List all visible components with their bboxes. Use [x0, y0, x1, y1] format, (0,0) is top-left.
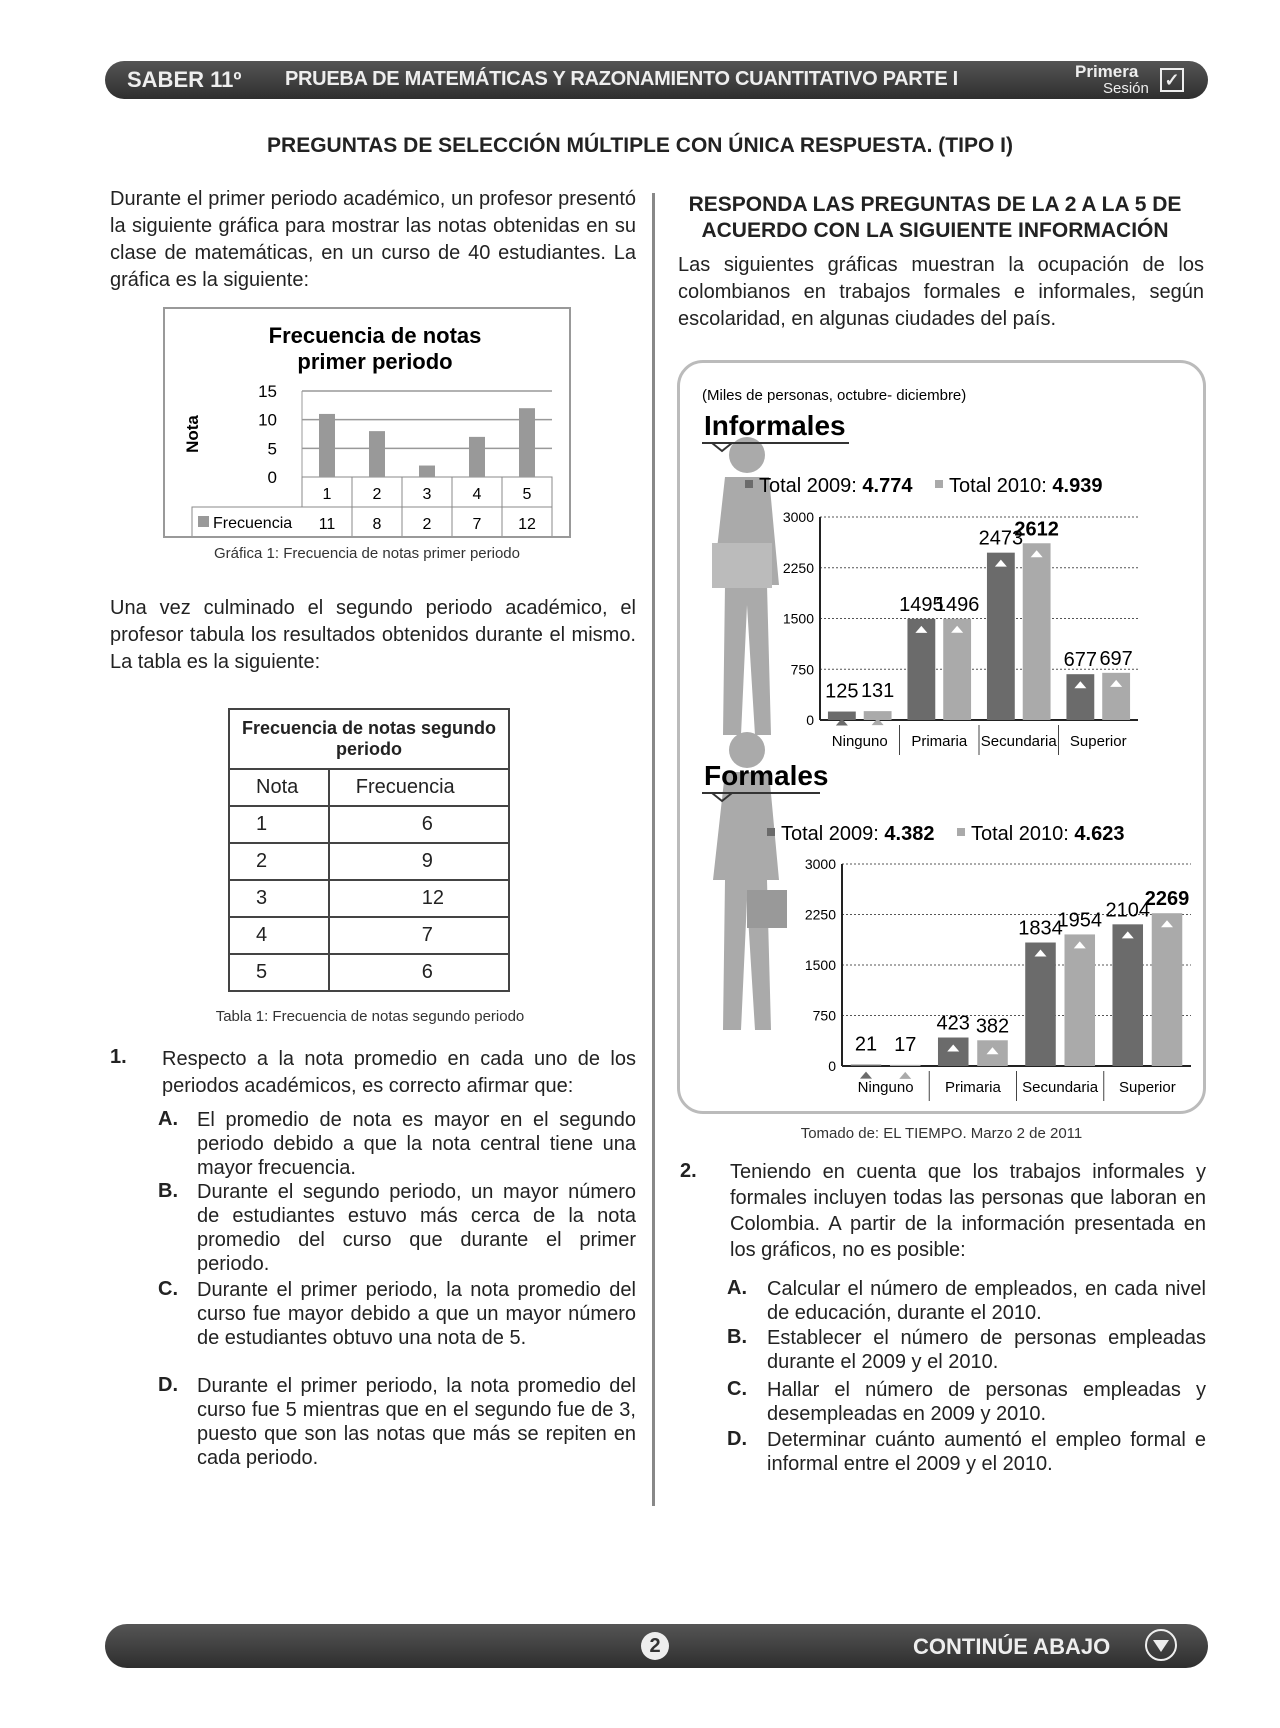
- legend-swatch: [198, 516, 209, 527]
- legend-total: 4.939: [1052, 475, 1103, 497]
- table-header: Frecuencia: [329, 769, 509, 806]
- y-tick-label: 5: [267, 439, 277, 459]
- data-label: 11: [318, 516, 336, 533]
- chart1-caption: Gráfica 1: Frecuencia de notas primer periodo: [214, 545, 520, 562]
- legend-swatch: [767, 828, 775, 836]
- x-tick-label: Superior: [1069, 733, 1127, 750]
- session-sublabel: Sesión: [1103, 80, 1149, 97]
- legend-swatch: [745, 480, 753, 488]
- bar: [1152, 913, 1183, 1066]
- chart-title: Informales: [704, 410, 846, 441]
- option-letter[interactable]: A.: [158, 1108, 178, 1130]
- bar: [469, 437, 485, 477]
- increase-arrow-icon: [860, 1072, 872, 1079]
- option-text[interactable]: Determinar cuánto aumentó el empleo formal e informal entre el 2009 y el 2010.: [767, 1429, 1206, 1475]
- y-tick-label: 0: [828, 1058, 836, 1074]
- x-tick-label: Secundaria: [980, 733, 1057, 750]
- option-text[interactable]: Durante el primer periodo, la nota promedio del curso fue 5 mientras que en el segundo fue de 3, puesto que son las notas que más se repiten en cada periodo.: [197, 1375, 636, 1469]
- table-cell: 4: [229, 917, 329, 954]
- continue-label: CONTINÚE ABAJO: [913, 1634, 1111, 1659]
- table-header: Nota: [229, 769, 329, 806]
- table-cell: 5: [229, 954, 329, 991]
- source-note: Tomado de: EL TIEMPO. Marzo 2 de 2011: [800, 1125, 1083, 1142]
- y-tick-label: 750: [812, 1007, 836, 1024]
- y-tick-label: 0: [806, 712, 814, 728]
- legend-label: Total 2010:: [971, 823, 1069, 845]
- bar: [369, 431, 385, 477]
- option-letter[interactable]: D.: [727, 1428, 747, 1450]
- data-label: 12: [518, 516, 536, 533]
- legend-total: 4.774: [862, 475, 913, 497]
- legend-total: 4.623: [1074, 823, 1125, 845]
- table-cell: 1: [229, 806, 329, 843]
- units-note: (Miles de personas, octubre- diciembre): [702, 387, 967, 404]
- y-tick-label: 1500: [782, 610, 814, 627]
- table-cell: 9: [329, 843, 509, 880]
- bar: [519, 408, 535, 477]
- footer-bar: [105, 1624, 1208, 1668]
- bar: [1112, 924, 1143, 1066]
- instructions-heading: RESPONDA LAS PREGUNTAS DE LA 2 A LA 5 DE ACUERDO CON LA SIGUIENTE INFORMACIÓN: [688, 193, 1182, 242]
- legend-total: 4.382: [884, 823, 935, 845]
- table-cell: 12: [329, 880, 509, 917]
- bag-icon: [712, 543, 772, 588]
- table-cell: 7: [329, 917, 509, 954]
- bar: [1066, 674, 1094, 720]
- bar: [1023, 543, 1051, 720]
- option-text[interactable]: Calcular el número de empleados, en cada nivel de educación, durante el 2010.: [767, 1278, 1206, 1324]
- info-paragraph: Las siguientes gráficas muestran la ocupación de los colombianos en trabajos formales e informales, según escolaridad, en algunas ciudades del país.: [678, 254, 1204, 330]
- option-letter[interactable]: B.: [158, 1180, 178, 1202]
- legend-label: Total 2009:: [759, 475, 857, 497]
- table-frecuencia-segundo-periodo: [228, 708, 510, 992]
- bar: [987, 553, 1015, 720]
- table-cell: 3: [229, 880, 329, 917]
- y-tick-label: 750: [790, 661, 814, 678]
- checkbox-icon: ✓: [1160, 68, 1184, 92]
- table-cell: 6: [329, 954, 509, 991]
- title-underline: [702, 443, 849, 451]
- question-text: Teniendo en cuenta que los trabajos informales y formales incluyen todas las personas que laboran en Colombia. A partir de la información presentada en los gráficos, no es posible:: [730, 1161, 1206, 1261]
- y-tick-label: 15: [258, 382, 277, 401]
- table-caption: Tabla 1: Frecuencia de notas segundo periodo: [215, 1008, 525, 1025]
- data-label: 1496: [934, 593, 980, 616]
- section-title: PREGUNTAS DE SELECCIÓN MÚLTIPLE CON ÚNICA RESPUESTA. (TIPO I): [267, 134, 1013, 157]
- y-tick-label: 0: [267, 468, 277, 487]
- data-label: 131: [860, 680, 895, 703]
- table-row: [229, 880, 509, 917]
- table-row: [229, 843, 509, 880]
- down-arrow-icon: [1145, 1629, 1177, 1661]
- y-tick-label: 3000: [804, 856, 836, 872]
- x-tick-label: 2: [372, 486, 382, 503]
- x-tick-label: 4: [472, 486, 482, 503]
- x-tick-label: 5: [522, 486, 532, 503]
- option-letter[interactable]: C.: [158, 1278, 178, 1300]
- x-tick-label: Primaria: [944, 1079, 1001, 1096]
- bar: [907, 619, 935, 720]
- chart-frecuencia-primer-periodo: [163, 307, 571, 538]
- bar: [1025, 943, 1056, 1066]
- table-cell: 6: [329, 806, 509, 843]
- data-label: 7: [472, 516, 482, 533]
- intro-paragraph: Durante el primer periodo académico, un profesor presentó la siguiente gráfica para mostrar las notas obtenidas en su clase de matemáticas, en un curso de 40 estudiantes. La gráfica es la siguiente:: [110, 188, 636, 291]
- data-label: 2269: [1144, 888, 1190, 911]
- y-tick-label: 3000: [782, 509, 814, 525]
- x-tick-label: Superior: [1119, 1079, 1176, 1096]
- option-text[interactable]: Durante el segundo periodo, un mayor número de estudiantes estuvo más cerca de la nota promedio del curso que durante el primer periodo.: [197, 1181, 636, 1275]
- option-letter[interactable]: A.: [727, 1277, 747, 1299]
- question-text: Respecto a la nota promedio en cada uno de los periodos académicos, es correcto afirmar que:: [162, 1048, 636, 1097]
- option-letter[interactable]: D.: [158, 1374, 178, 1396]
- table-cell: 2: [229, 843, 329, 880]
- option-text[interactable]: Hallar el número de personas empleadas y desempleadas en 2009 y 2010.: [767, 1379, 1206, 1425]
- bar: [890, 1065, 921, 1066]
- data-label: 1495: [899, 593, 944, 616]
- data-label: 697: [1099, 647, 1133, 670]
- data-label: 2: [422, 516, 432, 533]
- bar: [419, 466, 435, 477]
- x-tick-label: Ninguno: [831, 733, 888, 750]
- option-letter[interactable]: C.: [727, 1378, 747, 1400]
- x-tick-label: 3: [422, 486, 432, 503]
- data-label: 1954: [1057, 909, 1103, 932]
- page-number: 2: [641, 1632, 669, 1660]
- chart-title: Frecuencia de notas: [268, 323, 482, 348]
- table-row: [229, 954, 509, 991]
- x-tick-label: Primaria: [911, 733, 968, 750]
- question-number: 2.: [680, 1160, 697, 1182]
- data-label: 2473: [978, 527, 1024, 550]
- column-divider: [652, 193, 655, 1506]
- exam-name: SABER 11º: [127, 67, 242, 92]
- data-label: 125: [825, 680, 859, 703]
- chart-title: primer periodo: [297, 349, 453, 374]
- legend-swatch: [935, 480, 943, 488]
- y-tick-label: 2250: [782, 559, 814, 576]
- bar: [938, 1038, 969, 1066]
- infographic-svg: [677, 360, 1206, 1114]
- bar: [851, 1065, 882, 1066]
- legend-label: Total 2009:: [781, 823, 879, 845]
- session-label: Primera: [1075, 62, 1139, 81]
- data-label: 423: [936, 1012, 970, 1035]
- legend-label: Frecuencia: [213, 515, 293, 532]
- option-text[interactable]: El promedio de nota es mayor en el segundo periodo debido a que la nota central tiene una mayor frecuencia.: [197, 1109, 636, 1179]
- table-title: Frecuencia de notas segundo periodo: [229, 709, 509, 769]
- data-label: 2104: [1105, 899, 1150, 922]
- question-number: 1.: [110, 1046, 127, 1068]
- data-label: 2612: [1014, 518, 1059, 541]
- intro2-paragraph: Una vez culminado el segundo periodo académico, el profesor tabula los resultados obtenidos durante el mismo. La tabla es la siguiente:: [110, 597, 636, 673]
- legend-label: Total 2010:: [949, 475, 1047, 497]
- y-tick-label: 1500: [804, 957, 836, 973]
- increase-arrow-icon: [899, 1072, 911, 1079]
- y-tick-label: 2250: [804, 906, 836, 923]
- y-tick-label: 10: [258, 410, 277, 430]
- table-row: [229, 917, 509, 954]
- chart1-svg: [165, 309, 569, 536]
- data-label: 8: [372, 516, 382, 533]
- data-label: 382: [975, 1015, 1010, 1038]
- option-text[interactable]: Durante el primer periodo, la nota promedio del curso fue mayor debido a que un mayor número de estudiantes obtuvo una nota de 5.: [197, 1279, 636, 1349]
- bar: [943, 619, 971, 720]
- data-label: 677: [1063, 649, 1098, 672]
- option-letter[interactable]: B.: [727, 1326, 747, 1348]
- x-tick-label: 1: [322, 486, 332, 503]
- x-tick-label: Secundaria: [1022, 1079, 1099, 1096]
- bar: [1064, 934, 1095, 1066]
- option-text[interactable]: Establecer el número de personas empleadas durante el 2009 y el 2010.: [767, 1327, 1206, 1373]
- data-label: 1834: [1018, 917, 1063, 940]
- bar: [319, 414, 335, 477]
- exam-title: PRUEBA DE MATEMÁTICAS Y RAZONAMIENTO CUANTITATIVO PARTE I: [285, 68, 958, 90]
- y-axis-label: Nota: [183, 415, 202, 453]
- data-label: 21: [854, 1033, 878, 1056]
- data-label: 17: [894, 1033, 917, 1056]
- table-row: [229, 806, 509, 843]
- header-bar: [105, 61, 1208, 99]
- x-tick-label: Ninguno: [857, 1079, 914, 1096]
- chart-title: Formales: [704, 760, 829, 791]
- legend-swatch: [957, 828, 965, 836]
- briefcase-icon: [747, 890, 787, 928]
